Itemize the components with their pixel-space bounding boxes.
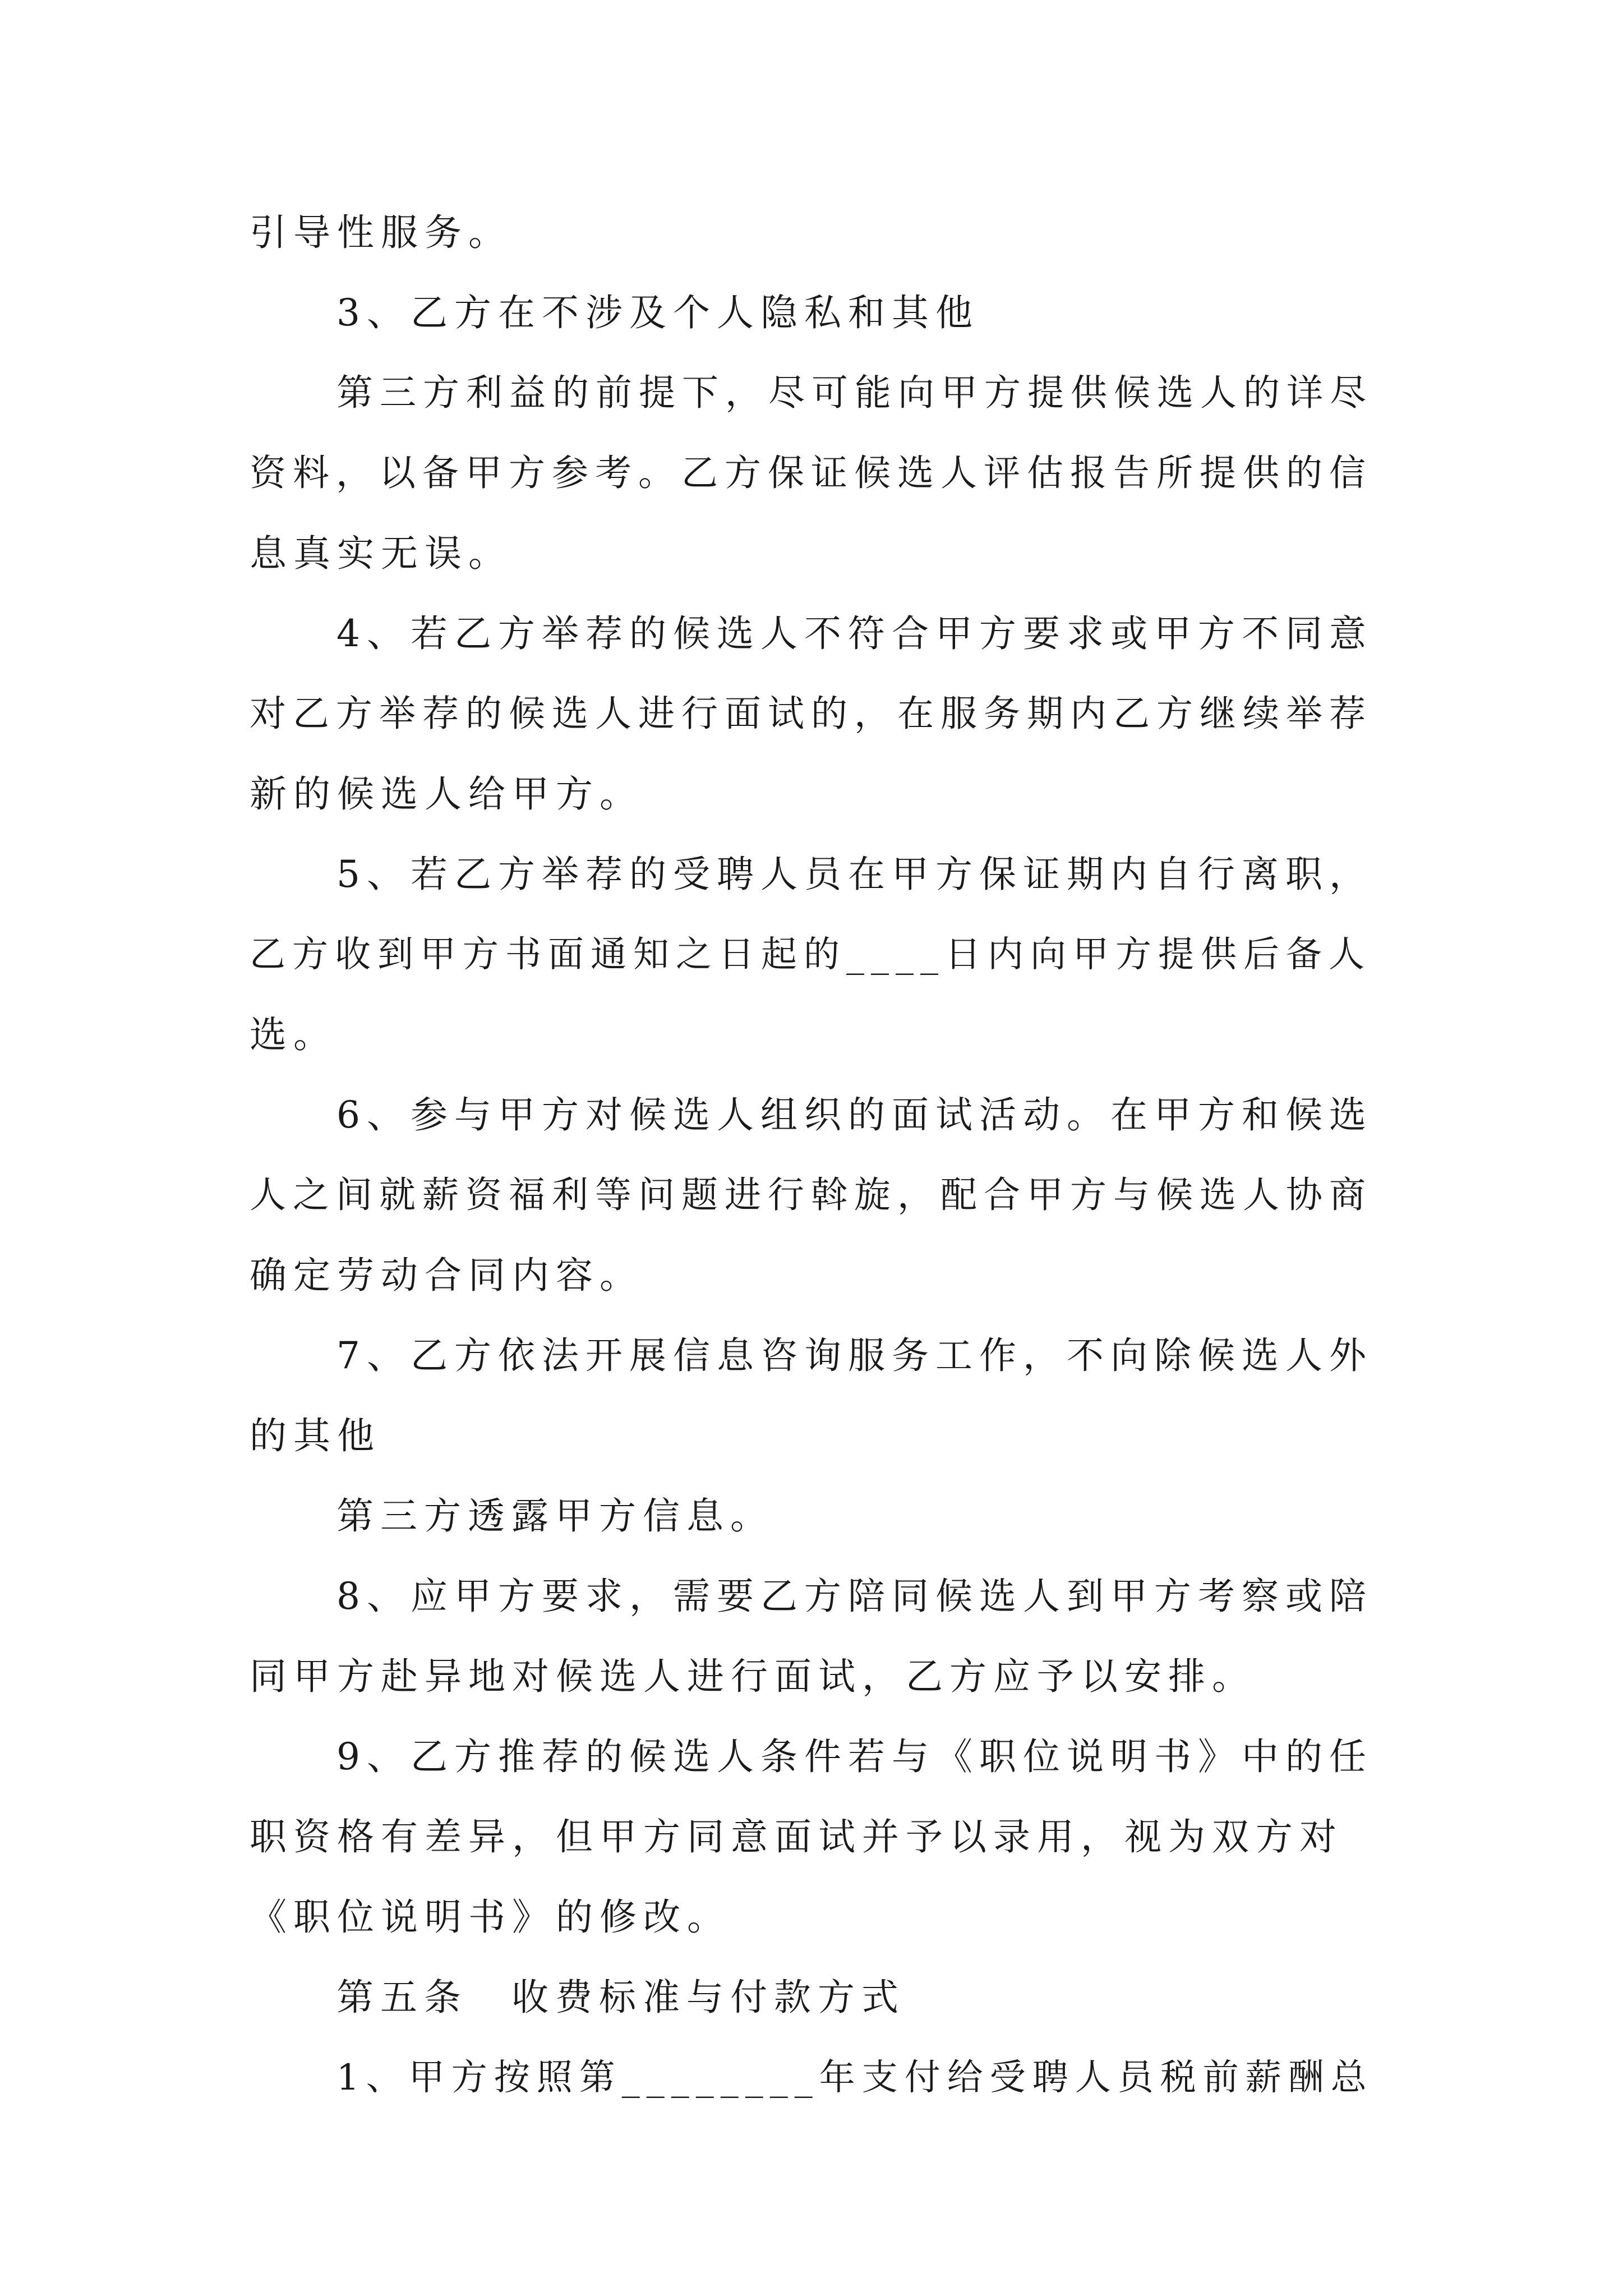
section-heading: 第五条 收费标准与付款方式 [336,1976,905,2019]
line-12: 6、参与甲方对候选人组织的面试活动。在甲方和候选 [336,1093,1373,1137]
line-13: 人之间就薪资福利等问题进行斡旋，配合甲方与候选人协商 [250,1174,1373,1216]
line-7: 对乙方举荐的候选人进行面试的，在服务期内乙方继续举荐 [250,693,1373,735]
line-18: 8、应甲方要求，需要乙方陪同候选人到甲方考察或陪 [336,1575,1373,1618]
line-10: 乙方收到甲方书面通知之日起的____日内向甲方提供后备人 [250,934,1371,976]
line-8: 新的候选人给甲方。 [250,772,643,816]
line-17: 第三方透露甲方信息。 [336,1494,774,1538]
line-24: 1、甲方按照第________年支付给受聘人员税前薪酬总 [336,2057,1373,2099]
line-16: 的其他 [250,1414,381,1457]
line-6: 4、若乙方举荐的候选人不符合甲方要求或甲方不同意 [336,612,1373,655]
line-21: 职资格有差异，但甲方同意面试并予以录用，视为双方对 [250,1815,1343,1858]
line-20: 9、乙方推荐的候选人条件若与《职位说明书》中的任 [336,1735,1373,1778]
line-11: 选。 [250,1013,337,1056]
line-9: 5、若乙方举荐的受聘人员在甲方保证期内自行离职， [336,853,1373,896]
line-15: 7、乙方依法开展信息咨询服务工作，不向除候选人外 [336,1334,1373,1377]
line-1: 引导性服务。 [250,211,512,254]
line-14: 确定劳动合同内容。 [250,1254,643,1297]
line-4: 资料，以备甲方参考。乙方保证候选人评估报告所提供的信 [250,452,1373,494]
line-22: 《职位说明书》的修改。 [250,1895,731,1939]
line-19: 同甲方赴异地对候选人进行面试，乙方应予以安排。 [250,1655,1256,1698]
line-3: 第三方利益的前提下，尽可能向甲方提供候选人的详尽 [336,372,1373,414]
line-5: 息真实无误。 [250,532,512,575]
line-2: 3、乙方在不涉及个人隐私和其他 [336,291,979,334]
